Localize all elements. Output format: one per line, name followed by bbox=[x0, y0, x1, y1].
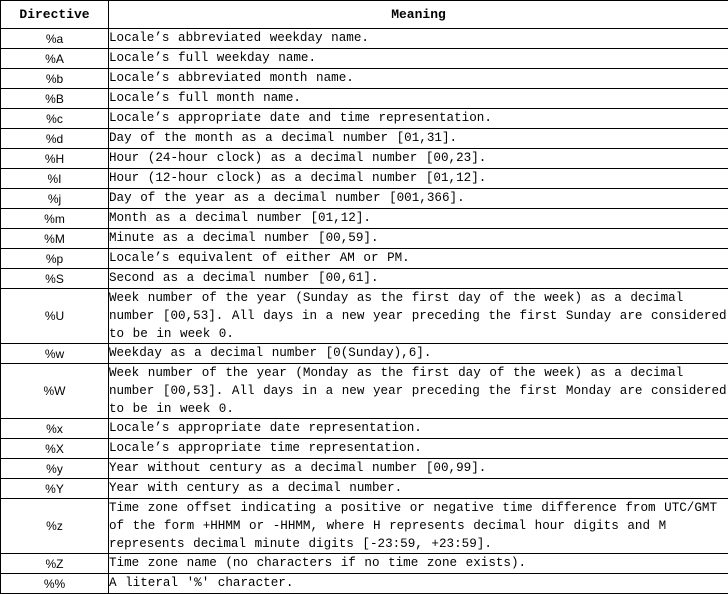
meaning-cell: Minute as a decimal number [00,59]. bbox=[109, 229, 728, 249]
meaning-cell: Weekday as a decimal number [0(Sunday),6]. bbox=[109, 344, 728, 364]
directive-cell: %B bbox=[1, 89, 109, 109]
table-row bbox=[1, 289, 728, 344]
table-row bbox=[1, 249, 728, 269]
table-body bbox=[1, 29, 728, 594]
table-row bbox=[1, 439, 728, 459]
table-row bbox=[1, 499, 728, 554]
table-row bbox=[1, 229, 728, 249]
meaning-cell: Second as a decimal number [00,61]. bbox=[109, 269, 728, 289]
table-row bbox=[1, 269, 728, 289]
directive-cell: %X bbox=[1, 439, 109, 459]
meaning-cell: Year without century as a decimal number [00,99]. bbox=[109, 459, 728, 479]
meaning-cell: Locale’s appropriate time representation. bbox=[109, 439, 728, 459]
table-row bbox=[1, 149, 728, 169]
table-row bbox=[1, 574, 728, 594]
table-row bbox=[1, 189, 728, 209]
table-header-row bbox=[1, 1, 728, 29]
table-row bbox=[1, 419, 728, 439]
directive-cell: %W bbox=[1, 364, 109, 419]
table-row bbox=[1, 169, 728, 189]
directive-cell: %p bbox=[1, 249, 109, 269]
directive-cell: %% bbox=[1, 574, 109, 594]
meaning-cell: Locale’s abbreviated month name. bbox=[109, 69, 728, 89]
directive-cell: %b bbox=[1, 69, 109, 89]
meaning-cell: Day of the month as a decimal number [01,31]. bbox=[109, 129, 728, 149]
meaning-cell: Year with century as a decimal number. bbox=[109, 479, 728, 499]
meaning-cell: Locale’s abbreviated weekday name. bbox=[109, 29, 728, 49]
directive-cell: %S bbox=[1, 269, 109, 289]
table-row bbox=[1, 109, 728, 129]
table-row bbox=[1, 49, 728, 69]
meaning-cell: Locale’s full weekday name. bbox=[109, 49, 728, 69]
directive-cell: %x bbox=[1, 419, 109, 439]
table-row bbox=[1, 459, 728, 479]
meaning-cell: Time zone offset indicating a positive or negative time difference from UTC/GMT of the form +HHMM or -HHMM, where H represents decimal hour digits and M represents decimal minute digits [-23:59, +23:59]. bbox=[109, 499, 728, 554]
meaning-cell: Locale’s appropriate date representation. bbox=[109, 419, 728, 439]
directive-cell: %y bbox=[1, 459, 109, 479]
column-header-directive: Directive bbox=[1, 1, 109, 29]
directive-cell: %Y bbox=[1, 479, 109, 499]
meaning-cell: Time zone name (no characters if no time zone exists). bbox=[109, 554, 728, 574]
table-row bbox=[1, 129, 728, 149]
table-row bbox=[1, 479, 728, 499]
table-row bbox=[1, 69, 728, 89]
directive-cell: %j bbox=[1, 189, 109, 209]
meaning-cell: Week number of the year (Sunday as the first day of the week) as a decimal number [00,53]. All days in a new year preceding the first Sunday are considered to be in week 0. bbox=[109, 289, 728, 344]
directive-cell: %Z bbox=[1, 554, 109, 574]
directive-cell: %c bbox=[1, 109, 109, 129]
directive-cell: %z bbox=[1, 499, 109, 554]
directive-cell: %M bbox=[1, 229, 109, 249]
directive-cell: %H bbox=[1, 149, 109, 169]
column-header-meaning: Meaning bbox=[109, 1, 728, 29]
meaning-cell: Week number of the year (Monday as the first day of the week) as a decimal number [00,53]. All days in a new year preceding the first Monday are considered to be in week 0. bbox=[109, 364, 728, 419]
meaning-cell: Month as a decimal number [01,12]. bbox=[109, 209, 728, 229]
directive-cell: %U bbox=[1, 289, 109, 344]
meaning-cell: Locale’s appropriate date and time representation. bbox=[109, 109, 728, 129]
directive-cell: %A bbox=[1, 49, 109, 69]
meaning-cell: Hour (12-hour clock) as a decimal number [01,12]. bbox=[109, 169, 728, 189]
directive-cell: %a bbox=[1, 29, 109, 49]
directive-cell: %I bbox=[1, 169, 109, 189]
table-row bbox=[1, 364, 728, 419]
meaning-cell: Locale’s full month name. bbox=[109, 89, 728, 109]
table-row bbox=[1, 29, 728, 49]
meaning-cell: Hour (24-hour clock) as a decimal number [00,23]. bbox=[109, 149, 728, 169]
meaning-cell: A literal '%' character. bbox=[109, 574, 728, 594]
table-row bbox=[1, 209, 728, 229]
directive-cell: %w bbox=[1, 344, 109, 364]
meaning-cell: Day of the year as a decimal number [001,366]. bbox=[109, 189, 728, 209]
table-row bbox=[1, 344, 728, 364]
directive-cell: %m bbox=[1, 209, 109, 229]
directive-cell: %d bbox=[1, 129, 109, 149]
meaning-cell: Locale’s equivalent of either AM or PM. bbox=[109, 249, 728, 269]
table-row bbox=[1, 89, 728, 109]
table-row bbox=[1, 554, 728, 574]
